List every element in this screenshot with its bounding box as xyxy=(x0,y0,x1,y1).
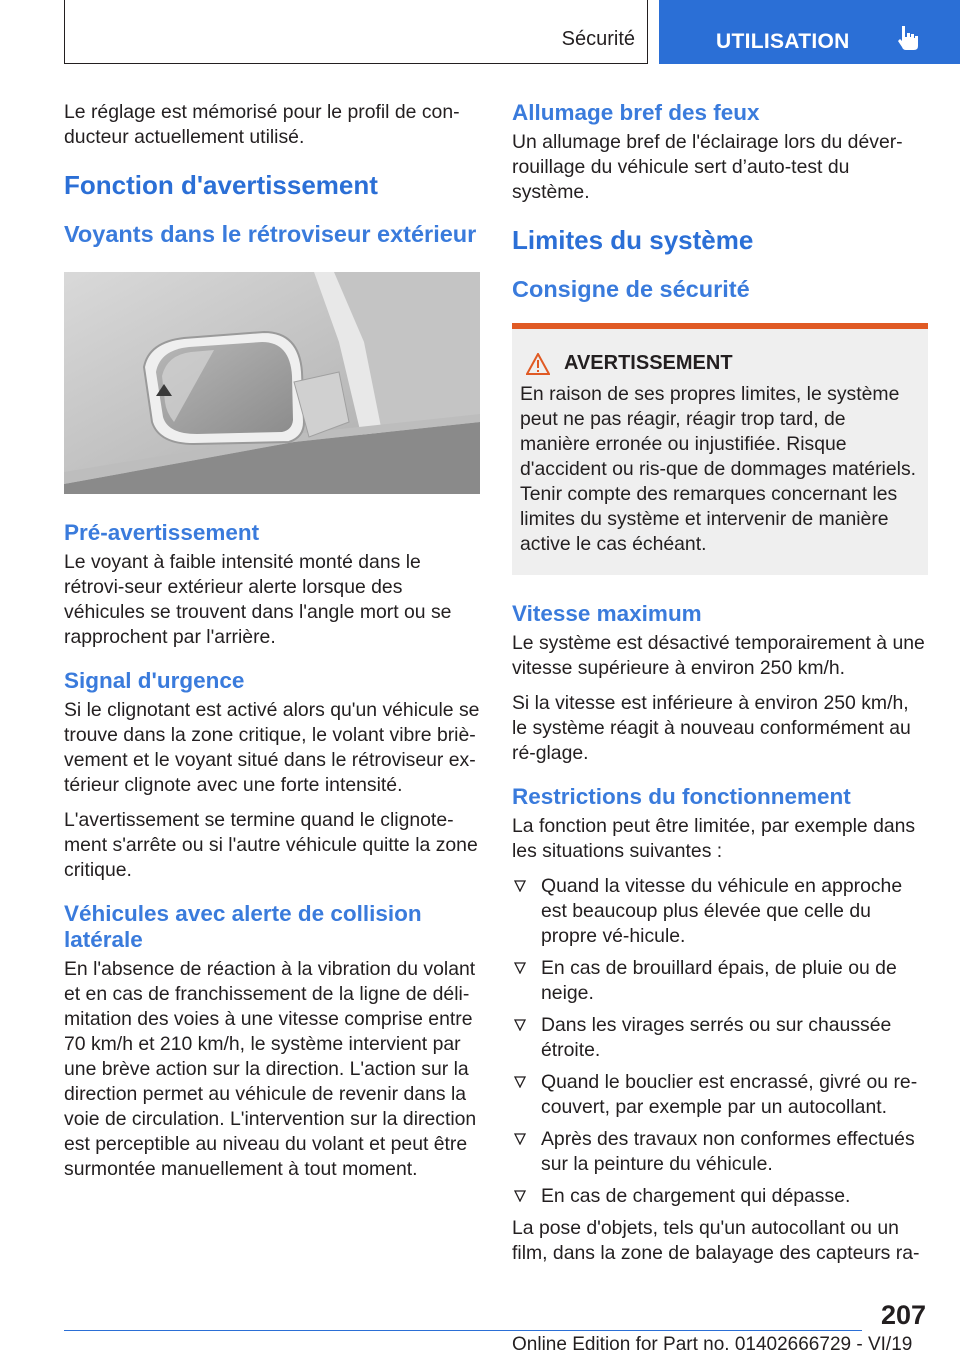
triangle-bullet-icon xyxy=(514,1190,526,1202)
list-item xyxy=(512,1127,928,1177)
max-speed-text-1: Le système est désactivé temporairement à une vitesse supérieure à environ 250 km/h. xyxy=(512,632,925,679)
footer-divider xyxy=(64,1330,862,1331)
heading-safety-note: Consigne de sécurité xyxy=(512,276,750,302)
warning-triangle-icon xyxy=(526,353,550,375)
heading-max-speed: Vitesse maximum xyxy=(512,601,702,626)
list-item-text: En cas de chargement qui dépasse. xyxy=(541,1185,851,1207)
left-column xyxy=(64,100,484,1192)
heading-pre-warning: Pré-avertissement xyxy=(64,520,260,545)
list-item-text: En cas de brouillard épais, de pluie ou de neige. xyxy=(541,957,897,1004)
emergency-signal-text-2: L'avertissement se termine quand le clignote‐ment s'arrête ou si l'autre véhicule quitte la zone critique. xyxy=(64,809,478,881)
list-item-text: Quand le bouclier est encrassé, givré ou re‐couvert, par exemple par un autocollant. xyxy=(541,1071,918,1118)
list-item-text: Quand la vitesse du véhicule en approche est beaucoup plus élevée que celle du propre vé‐hicule. xyxy=(541,875,903,947)
heading-system-limits: Limites du système xyxy=(512,225,754,255)
warning-header xyxy=(520,351,920,376)
brief-lights-text: Un allumage bref de l'éclairage lors du déver‐rouillage du véhicule sert d’auto-test du système. xyxy=(512,131,903,203)
triangle-bullet-icon xyxy=(514,1019,526,1031)
page-number: 207 xyxy=(880,1300,926,1330)
chapter-tab xyxy=(659,0,960,64)
list-item xyxy=(512,1070,928,1120)
right-column xyxy=(512,100,928,1276)
list-item xyxy=(512,956,928,1006)
triangle-bullet-icon xyxy=(514,1133,526,1145)
edition-note: Online Edition for Part no. 01402666729 - VI/19 xyxy=(512,1334,913,1355)
intro-paragraph: Le réglage est mémorisé pour le profil de con‐ducteur actuellement utilisé. xyxy=(64,101,460,148)
warning-text: En raison de ses propres limites, le système peut ne pas réagir, réagir trop tard, de manière erronée ou injustifiée. Risque d'accident ou ris‐que de dommages matériels. Tenir compte des remarques concernant les limites du système et intervenir de manière active le cas échéant. xyxy=(520,383,917,555)
side-mirror-illustration xyxy=(64,272,480,494)
list-item xyxy=(512,874,928,949)
section-title: Sécurité xyxy=(561,28,635,50)
warning-box xyxy=(512,323,928,575)
heading-emergency-signal: Signal d'urgence xyxy=(64,668,245,693)
closing-paragraph: La pose d'objets, tels qu'un autocollant ou un film, dans la zone de balayage des capteurs ra‐ xyxy=(512,1217,920,1264)
triangle-bullet-icon xyxy=(514,880,526,892)
max-speed-text-2: Si la vitesse est inférieure à environ 250 km/h, le système réagit à nouveau conformément au ré‐glage. xyxy=(512,692,911,764)
warning-title: AVERTISSEMENT xyxy=(564,352,733,374)
triangle-bullet-icon xyxy=(514,1076,526,1088)
heading-warning-function: Fonction d'avertissement xyxy=(64,170,378,200)
chapter-title: UTILISATION xyxy=(716,30,850,53)
heading-restrictions: Restrictions du fonctionnement xyxy=(512,784,851,809)
restrictions-list xyxy=(512,874,928,1209)
restrictions-intro: La fonction peut être limitée, par exemple dans les situations suivantes : xyxy=(512,815,916,862)
list-item xyxy=(512,1184,928,1209)
header-section-box xyxy=(64,0,648,64)
pointing-hand-icon xyxy=(894,22,924,52)
heading-side-collision: Véhicules avec alerte de collision latérale xyxy=(64,901,422,952)
heading-brief-lights: Allumage bref des feux xyxy=(512,100,760,125)
emergency-signal-text-1: Si le clignotant est activé alors qu'un véhicule se trouve dans la zone critique, le volant vibre briè‐vement et le voyant situé dans le rétroviseur ex‐térieur clignote avec une forte intensité. xyxy=(64,699,480,796)
side-collision-text: En l'absence de réaction à la vibration du volant et en cas de franchissement de la ligne de déli‐mitation des voies à une vitesse comprise entre 70 km/h et 210 km/h, le système intervient par une brève action sur la direction. L'action sur la direction permet au véhicule de revenir dans la voie de circulation. L'intervention sur la direction est perceptible au niveau du volant et peut être surmontée manuellement à tout moment. xyxy=(64,958,477,1180)
heading-mirror-indicators: Voyants dans le rétroviseur extérieur xyxy=(64,221,477,247)
list-item-text: Après des travaux non conformes effectués sur la peinture du véhicule. xyxy=(541,1128,915,1175)
pre-warning-text: Le voyant à faible intensité monté dans le rétrovi‐seur extérieur alerte lorsque des véhicules se trouvent dans l'angle mort ou se rapprochent par l'arrière. xyxy=(64,551,452,648)
list-item-text: Dans les virages serrés ou sur chaussée étroite. xyxy=(541,1014,892,1061)
triangle-bullet-icon xyxy=(514,962,526,974)
list-item xyxy=(512,1013,928,1063)
